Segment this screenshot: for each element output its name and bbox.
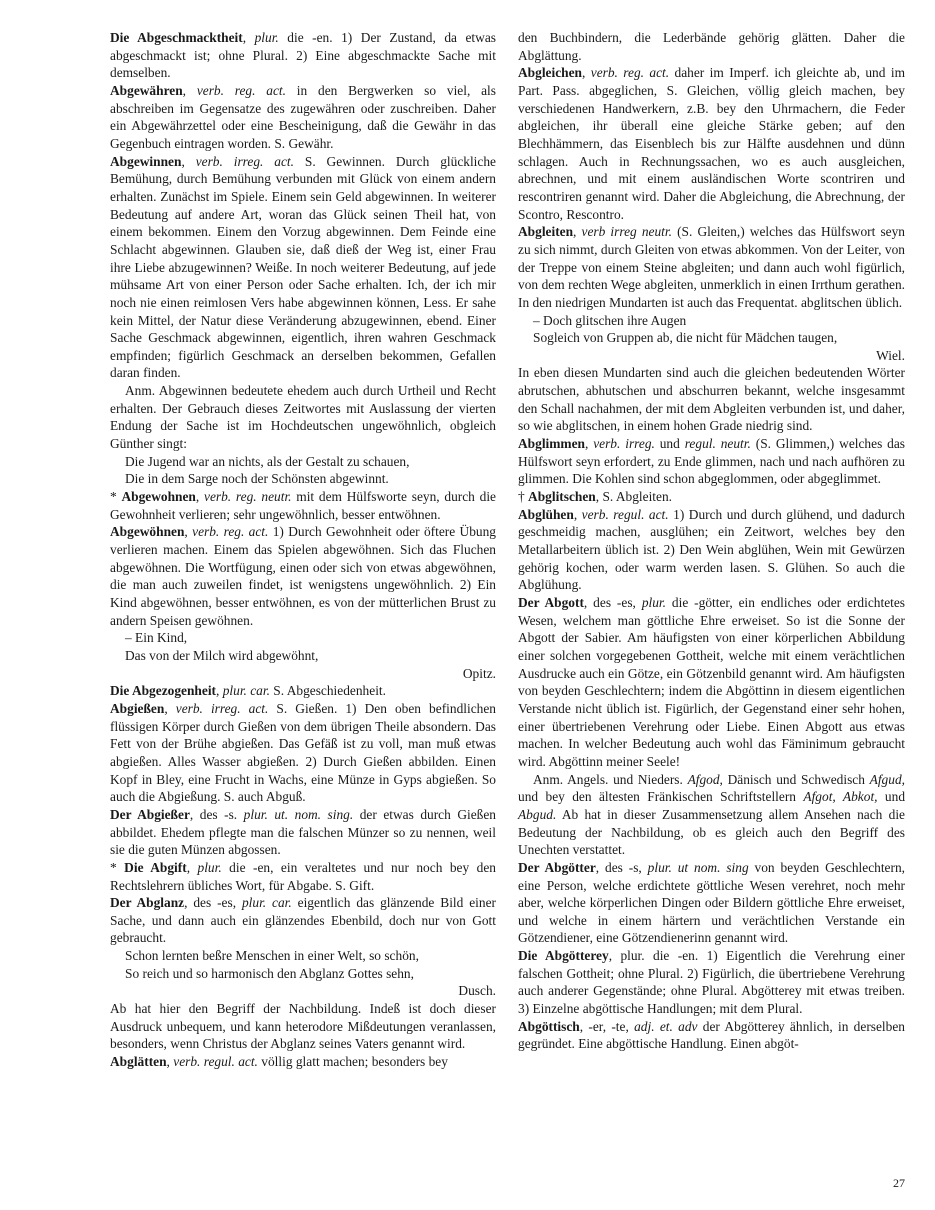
note-text: Dänisch und Schwedisch [722,771,870,787]
headword: Abglühen [518,506,574,522]
note-italic: Afgod, [687,771,723,787]
grammar-label: regul. neutr. [684,436,751,452]
headword: Abglitschen [528,489,596,505]
entry-text: der Abgötterey ähnlich, in derselben gegründet. Eine abgöttische Handlung. Einen abgöt- [518,1018,905,1052]
headword: Abgewohnen [121,489,196,505]
headword: Der Abgott [518,595,584,610]
entry-abgleiten [518,223,905,311]
grammar-label: verb. irreg. act. [175,700,269,716]
entry-abgluehen: Abglühen, verb. regul. act. 1) Durch und durch glühend, und dadurch geschmeidig machen, ausglühen; ein Zeitwort, welches bey den Metallarbeitern üblich ist. 2) Den Wein abglühen, Wein mit Gewürzen gehörig kochen, oder warm werden lasen. S. Glühen. So auch die Abglühung. [518,506,905,593]
entry-abgeschmacktheit: Die Abgeschmacktheit, plur. die -en. 1) Der Zustand, da etwas abgeschmackt ist; ohne Plural. 2) Eine abgeschmackte Sache mit demselben. [110,30,496,81]
headword: Die Abgeschmacktheit [110,30,243,45]
entry-continuation: In eben diesen Mundarten sind auch die gleichen bedeutenden Wörter abrutschen, abhutschen und abschurren bekannt, welche insgesammt den Schall nachahmen, der mit dem Abgleiten verbunden ist, und daher, so wie abglitschen, in einem hohen Grade niedrig sind. [518,365,905,434]
headword: Der Abgießer [110,806,190,822]
headword: Abgleiten [518,224,574,240]
entry-abgezogenheit: Die Abgezogenheit, plur. car. S. Abgeschiedenheit. [110,683,386,699]
entry-note: Anm. Abgewinnen bedeutete ehedem auch durch Urtheil und Recht erhalten. Der Gebrauch dieses Zeitwortes mit Auslassung der vierten Endung der Sache ist im Hochdeutschen ungewöhnlich, obgleich Günther singt: [110,383,496,452]
grammar-label: adj. et. adv [634,1018,698,1034]
headword: Abgleichen [518,65,582,81]
entry-mark: * [110,489,122,505]
headword: Abgöttisch [518,1018,580,1034]
verse-line: Schon lernten beßre Menschen in einer Welt, so schön, [125,948,419,964]
entry-text: , -er, -te, [579,1018,635,1034]
entry-abgleichen: Abgleichen, verb. reg. act. daher im Imperf. ich gleichte ab, und im Part. Pass. abgeglichen, S. Gleichen, völlig gleich machen, bey verschiedenen Handwerkern, z.B. bey den Uhrmachern, die Feder abgleichen, ihr überall eine gleiche Stärke geben; auf den Blechhämmern, das Eisenblech bis zur Hälfte ausdehnen und dünn schlagen. Auch in Rechnungssachen, wo es auch ausgleichen, abrechnen, und mit einem ausländischen Worte scontriren und rescontriren genannt wird. Daher die Abgleichung, die Abrechnung, der Scontro, Rescontro. [518,65,905,222]
entry-abgiesser [110,806,496,859]
verse-line: – Ein Kind, [125,630,188,646]
entry-continuation: Ab hat hier den Begriff der Nachbildung. Indeß ist doch dieser Ausdruck unbequem, und kann heterodore Mißdeutungen veranlassen, besonders, wenn Christus der Abglanz seines Vaters genannt wird. [110,1001,496,1052]
entry-text: , des -es, [583,595,642,610]
entry-abgott [518,594,905,771]
entry-abgift: * Die Abgift, plur. die -en, ein veraltetes und nur noch bey den Rechtslehrern übliches Wort, für Abgabe. S. Gift. [110,859,496,893]
grammar-label: plur. ut nom. sing [647,859,749,875]
note-text: Ab hat in dieser Zusammensetzung allem Ansehen nach die Bedeutung der Nachbildung, ob es gleich auch den Begriff des Unechten verstattet. [518,806,905,858]
headword: Abgießen [110,700,165,716]
headword: Abgewöhnen [110,524,185,540]
grammar-label: plur. [197,859,222,875]
grammar-label: plur. car. [241,895,292,911]
entry-abglaetten: Abglätten, verb. regul. act. völlig glatt machen; besonders bey [110,1054,448,1070]
entry-text: (S. Glimmen,) welches das Hülfswort seyn erfordert, zu Ende glimmen, nach und nach aufhören zu glimmen. Die Kohlen sind schon abgeglommen, oder abgeglimmet. [518,436,906,487]
note-text: und bey den ältesten Fränkischen Schriftstellern [518,789,804,805]
entry-abgewohnen: * Abgewohnen, verb. reg. neutr. mit dem Hülfsworte seyn, durch die Gewohnheit verlieren; sehr ungewöhnlich, besser entwöhnen. [110,489,497,522]
entry-continuation: den Buchbindern, die Lederbände gehörig glätten. Daher die Abglättung. [518,30,905,63]
entry-text: , des -es, [184,895,242,911]
entry-abgewoehnen: Abgewöhnen, verb. reg. act. 1) Durch Gewohnheit oder öftere Übung verlieren machen. Einem das Spielen abgewöhnen. Sich das Fluchen abgewöhnen. Die Wortfügung, einen oder sich von etwas abgewöhnen, die man auch zuweilen findet, ist wenigstens ungewöhnlich. 2) Ein Kind abgewöhnen, besser entwöhnen, es von der mütterlichen Brust zu andern Speisen gewöhnen. [110,524,496,628]
entry-abgoetter [518,859,905,947]
note-italic: Abgud. [518,806,557,822]
entry-text: , S. Abgleiten. [595,489,673,505]
entry-text: und [654,436,685,452]
entry-text: eigentlich das glänzende Bild einer Sache, und dann auch ein glänzendes Ebenbild, doch nur von Gott gebraucht. [110,895,496,946]
entry-text: S. Abgeschiedenheit. [269,683,386,699]
grammar-label: verb. reg. neutr. [204,489,292,505]
grammar-label: verb. irreg. [593,436,655,452]
entry-text: S. Gewinnen. Durch glückliche Bemühung, durch Bemühung verbunden mit Glück von einem andern erhalten. Zunächst im Spiele. Einem sein Geld abgewinnen. In weiterer Bedeutung auf andere Art, woran das Glück seinen Theil hat, von einem bekommen. Einem den Vorzug abgewinnen. Dem Feinde eine Schlacht abgewinnen. Glauben sie, daß dieß der Weg ist, einer Frau ihre Liebe abzugewinnen? Weiße. In noch weiterer Bedeutung, auf jede mühsame Art von einer Person oder Sache erhalten. Ich, der ich mir noch nie einen reimlosen Vers habe abgewinnen können, Less. Er sahe kein Mittel, der Natur diese Veränderung abzugewinnen, ebend. Einer Sache Geschmack abgewinnen, eigentlich, ihren wahren Geschmack empfinden; figürlich Geschmack an derselben bekommen, Gefallen daran finden. [110,153,496,381]
verse-source: Wiel. [876,347,905,363]
entry-text: die -en. 1) Der Zustand, da etwas abgeschmackt ist; ohne Plural. 2) Eine abgeschmackte Sache mit demselben. [110,30,496,81]
headword: Abgewinnen [110,153,182,169]
verse-source: Dusch. [458,983,496,999]
verse-line: Das von der Milch wird abgewöhnt, [125,647,319,663]
note-italic: Afgot, Abkot, [803,789,878,805]
headword: Abgewähren [110,82,183,98]
grammar-label: verb. reg. act. [192,524,269,540]
page-number: 27 [893,1176,905,1190]
grammar-label: verb. regul. act. [173,1054,258,1070]
entry-text: S. Gießen. 1) Den oben befindlichen flüssigen Körper durch Gießen von dem übrigen Theile absondern. Das Fett von der Brühe abgießen. Das Gefäß ist zu voll, man muß etwas abgießen. Alles Wasser abgießen. 2) Durch Gießen abbilden. Einen Kopf in Bley, eine Frucht in Wachs, eine Münze in Gyps abgießen. So auch die Abgießung. S. auch Abguß. [110,700,496,805]
entry-text: völlig glatt machen; besonders bey [257,1054,448,1070]
entry-text: (S. Gleiten,) welches das Hülfswort seyn zu sich nimmt, durch Gleiten von etwas abkommen. Von der Leiter, von der Treppe von einem Steine abgleiten; und dann auch wohl figürlich, von dem rechten Wege abgleiten, unmerklich in einen Irrthum gerathen. In den niedrigen Mundarten ist auch das Frequentat. abglitschen üblich. [518,224,905,310]
entry-text: daher im Imperf. ich gleichte ab, und im Part. Pass. abgeglichen, S. Gleichen, völlig gleich machen, bey verschiedenen Handwerkern, z.B. bey den Uhrmachern, die Feder abgleichen, ihr überall eine gleiche Stärke geben; auf den Blechhämmern, das Eisenblech bis zur Hälfte ausdehnen und dünn schlagen. Auch in Rechnungssachen, wo es auch ausgleichen, abrechnen, und mit einem ausländischen Worte scontriren und rescontriren genannt wird. Daher die Abgleichung, die Abrechnung, der Scontro, Rescontro. [518,65,905,222]
headword: Die Abgift [124,859,187,875]
entry-abglimmen: Abglimmen, verb. irreg. und regul. neutr. (S. Glimmen,) welches das Hülfswort seyn erfordert, zu Ende glimmen, nach und nach aufhören zu glimmen. Die Kohlen sind schon abgeglommen, oder abgeglimmet. [518,436,906,487]
grammar-label: verb irreg neutr. [581,224,672,240]
entry-mark: † [518,489,529,505]
entry-text: die -götter, ein endliches oder erdichtetes Wesen, welchem man göttliche Ehre erweiset. So ist die Sonne der Abgott der Sabier. Am häufigsten von einer körperlichen Abbildung einer solchen vorgegebenen Gottheit, welche mit einem verächtlichen Ausdrucke auch ein Götze, ein Götzenbild genannt wird. Am häufigsten von beyden Geschlechtern; indem die Abgöttinn in diesem eigentlichen Verstande nicht üblich ist. Figürlich, der Gegenstand einer sehr hohen, einer übertriebenen Verehrung oder Liebe. Einen Abgott aus etwas machen. In welcher Bedeutung auch wohl das Fäminimum gebraucht wird. Abgöttinn meiner Seele! [518,595,906,769]
grammar-label: verb. irreg. act. [195,153,294,169]
entry-abglanz [110,894,496,947]
verse-line: Die in dem Sarge noch der Schönsten abgewinnt. [125,471,389,487]
entry-text: , [573,224,582,240]
verse-line: Sogleich von Gruppen ab, die nicht für Mädchen taugen, [533,330,838,346]
entry-abgewaehren: Abgewähren, verb. reg. act. in den Bergwerken so viel, als abschreiben im Gegensatze des zugewähren oder zuschreiben. Daher ein Abgewährzettel oder eine Bescheinigung, daß die Gewähr in das Gegenbuch eintragen worden. S. Gewähr. [110,82,496,151]
headword: Die Abgezogenheit [110,683,216,699]
entry-text: mit dem Hülfsworte seyn, durch die Gewohnheit verlieren; sehr ungewöhnlich, besser entwöhnen. [110,489,497,522]
entry-abgiessen: Abgießen, verb. irreg. act. S. Gießen. 1) Den oben befindlichen flüssigen Körper durch Gießen von dem übrigen Theile absondern. Das Fett von der Brühe abgießen. Das Gefäß ist zu voll, man muß etwas abgießen. Alles Wasser abgießen. 2) Durch Gießen abbilden. Einen Kopf in Bley, eine Frucht in Wachs, eine Münze in Gyps abgießen. So auch die Abgießung. S. auch Abguß. [110,700,496,805]
entry-text: , des -s. [189,806,244,822]
entry-text: 1) Durch Gewohnheit oder öftere Übung verlieren machen. Einem das Spielen abgewöhnen. Sich das Fluchen abgewöhnen. Die Wortfügung, einen oder sich von etwas abgewöhnen, die man auch zuweilen findet, ist wenigstens ungewöhnlich. 2) Ein Kind abgewöhnen, besser entwöhnen, es von der mütterlichen Brust zu andern Speisen gewöhnen. [110,524,496,628]
headword: Abglimmen [518,436,585,452]
grammar-label: verb. reg. act. [196,82,286,98]
note-italic: Afgud, [869,771,905,787]
entry-text: 1) Durch und durch glühend, und dadurch geschmeidig machen, ausglühen; ein Zeitwort, welches bey den Metallarbeitern üblich ist. 2) Den Wein abglühen, Wein mit Gewürzen gehörig kochen, oder warm werden lasen. S. Glühen. So auch die Abglühung. [518,506,905,593]
entry-text: , des -s, [595,859,648,875]
entry-text: der etwas durch Gießen abbildet. Ehedem pflegte man die falschen Münzer so zu nennen, weil sie die guten Münzen abgossen. [110,806,497,858]
headword: Abglätten [110,1054,167,1070]
grammar-label: plur. car. [222,683,270,699]
entry-abglitschen [518,488,905,506]
entry-text: , plur. die -en. 1) Eigentlich die Verehrung einer falschen Gottheit; ohne Plural. 2) Figürlich, die übertriebene Verehrung auch anderer Gegenstände; ohne Plural. Abgötterey mit etwas treiben. 3) Einzelne abgöttische Handlungen; mit dem Plural. [518,948,906,1017]
verse-line: Die Jugend war an nichts, als der Gestalt zu schauen, [125,453,410,469]
entry-abgewinnen: Abgewinnen, verb. irreg. act. S. Gewinnen. Durch glückliche Bemühung, durch Bemühung verbunden mit Glück von einem andern erhalten. Zunächst im Spiele. Einem sein Geld abgewinnen. In weiterer Bedeutung auf andere Art, woran das Glück seinen Theil hat, von einem bekommen. Einem den Vorzug abgewinnen. Dem Feinde eine Schlacht abgewinnen. Glauben sie, daß dieß der Weg ist, einer Frau ihre Liebe abzugewinnen? Weiße. In noch weiterer Bedeutung, auf jede mühsame Art von einer Person oder Sache erhalten. Ich, der ich mir noch nie einen reimlosen Vers habe abgewinnen können, Less. Er sahe kein Mittel, der Natur diese Veränderung abzugewinnen, ebend. Einer Sache Geschmack abgewinnen, eigentlich, ihren wahren Geschmack empfinden; figürlich Geschmack an derselben bekommen, Gefallen daran finden. [110,153,496,381]
left-column [110,29,496,1071]
entry-text: die -en, ein veraltetes und nur noch bey den Rechtslehrern übliches Wort, für Abgabe. S. Gift. [110,859,496,893]
headword: Der Abglanz [110,895,185,911]
entry-text: in den Bergwerken so viel, als abschreiben im Gegensatze des zugewähren oder zuschreiben. Daher ein Abgewährzettel oder eine Bescheinigung, daß die Gewähr in das Gegenbuch eintragen worden. S. Gewähr. [110,82,496,151]
verse-source: Opitz. [462,665,496,681]
verse-line: So reich und so harmonisch den Abglanz Gottes sehn, [125,965,414,981]
entry-text: von beyden Geschlechtern, eine Person, welche erdichtete göttliche Wesen verehret, noch mehr aber, welche körperlichen Dingen oder Bildern göttliche Ehre erweiset, und welche in einem härtern und verächtlichen Verstande ein Götzendiener, eine Götzendienerinn genannt wird. [518,859,905,946]
right-column [518,29,905,1053]
verse-line: – Doch glitschen ihre Augen [533,312,687,328]
grammar-label: verb. regul. act. [581,506,669,522]
note-text: und [877,789,906,805]
headword: Der Abgötter [518,859,596,875]
grammar-label: plur. [641,595,666,610]
entry-abgoettisch [518,1018,905,1053]
entry-note [518,771,905,859]
note-text: Anm. Angels. und Nieders. [533,771,688,787]
grammar-label: plur. ut. nom. sing. [243,806,354,822]
grammar-label: verb. reg. act. [590,65,670,81]
grammar-label: plur. [254,30,279,45]
headword: Die Abgötterey [518,948,609,964]
entry-mark: * [110,859,125,875]
entry-abgoetterey [518,947,905,1018]
